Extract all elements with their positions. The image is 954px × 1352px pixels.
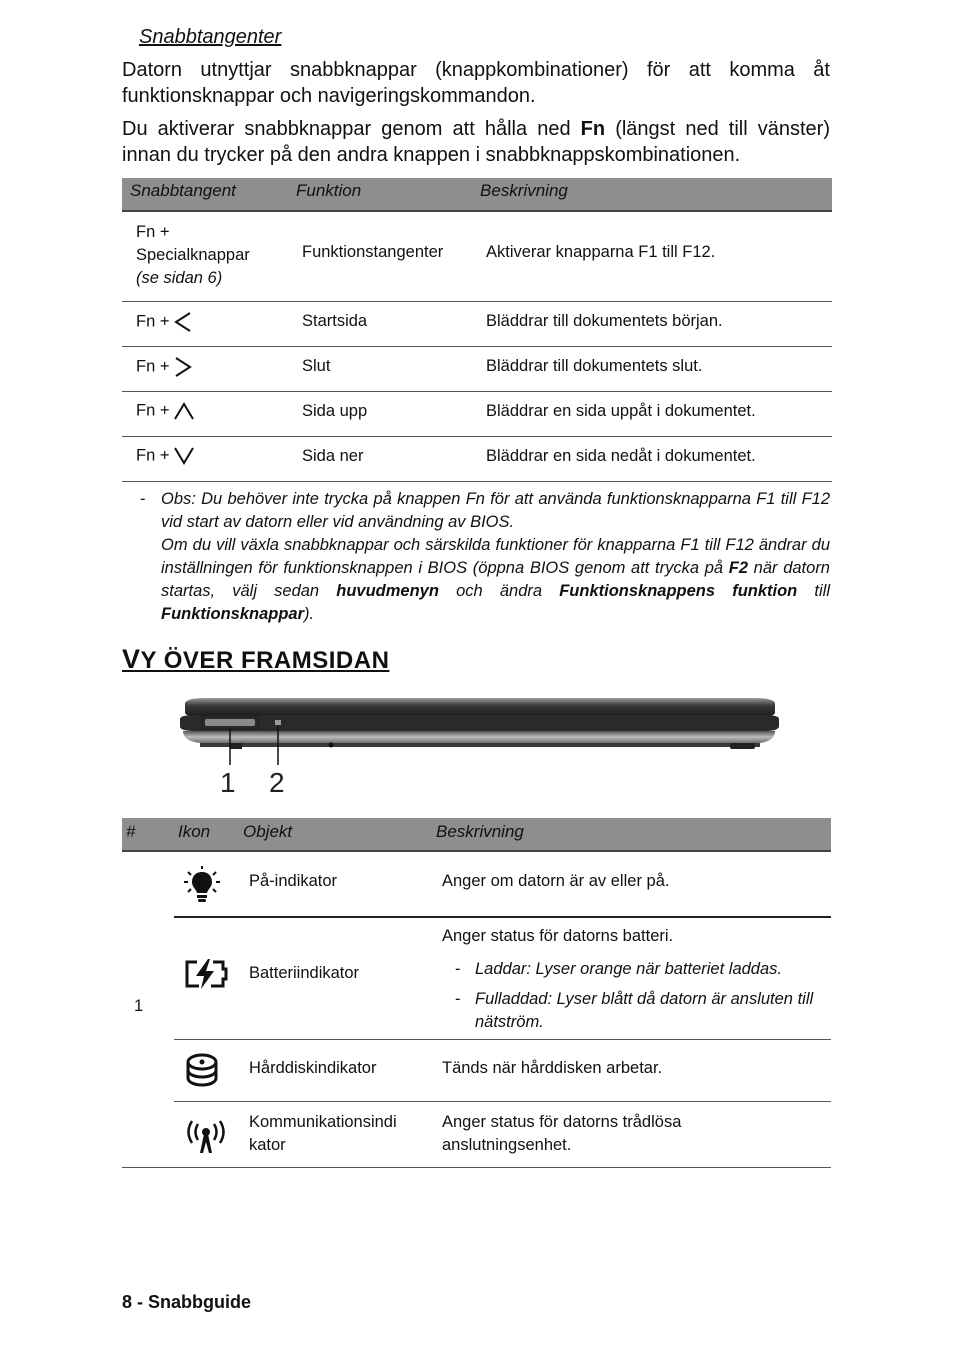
description-cell: Bläddrar till dokumentets slut. [486,357,703,375]
key-cell: Fn + [136,312,170,331]
table-row [174,918,831,1040]
key-cell: Fn + [136,446,170,465]
hard-disk-icon [184,1052,220,1088]
note-dash: - [140,490,146,508]
object-cell: Kommunikationsindi kator [249,1113,397,1154]
function-cell: Startsida [302,312,368,330]
object-cell: På-indikator [249,872,338,890]
subheading: Snabbtangenter [139,26,282,48]
description-cell: Bläddrar till dokumentets början. [486,312,723,330]
wireless-icon [184,1120,228,1154]
note-text-2: Om du vill växla snabbknappar och särskilda funktioner för knapparna F1 till F12 ändrar du inställningen för funktionsknappen i BIOS (öppna BIOS genom att trycka på F2 när datorn startas, välj sedan huvudmenyn och ändra Funktionsknappens funktion till Funktionsknappar). [161,536,830,623]
description-cell: Bläddrar en sida uppåt i dokumentet. [486,402,756,420]
table-row [122,212,832,302]
description-cell: Anger status för datorns batteri. [442,927,674,945]
function-cell: Sida ner [302,447,364,465]
table-row [122,347,832,392]
page-footer: 8 - Snabbguide [122,1292,252,1312]
fn-para-after: (längst ned till vänster) innan du trycker på den andra knappen i snabbknappskombinationen. [122,118,830,166]
down-chevron-icon [173,446,195,466]
key-cell-line: Specialknappar [136,246,250,264]
right-chevron-icon [173,356,193,378]
header-number: # [126,822,136,841]
front-view-table [122,818,831,1168]
key-cell: Fn + [136,357,170,376]
front-table-body [122,852,831,1168]
up-chevron-icon [173,401,195,421]
group-number: 1 [134,997,144,1015]
fn-key-bold: Fn [580,118,606,140]
description-cell: Tänds när hårddisken arbetar. [442,1059,663,1077]
description-cell: Anger status för datorns trådlösa anslutningsenhet. [442,1113,682,1154]
bullet-item: - Fulladdad: Lyser blått då datorn är ansluten till nätström. [455,990,814,1031]
table-row [174,1102,831,1167]
note-text-1: Obs: Du behöver inte trycka på knappen Fn för att använda funktionsknapparna F1 till F12 vid start av datorn eller vid användning av BIOS. [161,490,830,531]
battery-charging-icon [184,959,228,989]
header-object: Objekt [243,822,293,841]
object-cell: Hårddiskindikator [249,1059,377,1077]
intro-paragraph: Datorn utnyttjar snabbknappar (knappkombinationer) för att komma åt funktionsknappar och navigeringskommandon. [122,59,830,107]
table-row [174,852,831,918]
object-cell: Batteriindikator [249,964,360,982]
front-table-header [122,818,831,852]
key-cell: Fn + [136,401,170,420]
header-description: Beskrivning [480,181,568,200]
section-title: VY ÖVER FRAMSIDAN [122,644,390,674]
description-cell: Bläddrar en sida nedåt i dokumentet. [486,447,756,465]
bullet-item: - Laddar: Lyser orange när batteriet laddas. [455,960,782,978]
hotkey-table [122,178,832,482]
left-chevron-icon [173,311,193,333]
power-bulb-icon [184,866,220,906]
description-cell: Aktiverar knapparna F1 till F12. [486,243,716,261]
function-cell: Sida upp [302,402,368,420]
header-hotkey: Snabbtangent [130,181,236,200]
header-description: Beskrivning [436,822,524,841]
header-icon: Ikon [178,822,211,841]
hotkey-table-header [122,178,832,212]
laptop-front-illustration [175,695,785,805]
fn-para-before: Du aktiverar snabbknappar genom att hålla ned [122,118,581,140]
function-cell: Slut [302,357,331,375]
figure-label-2: 2 [269,767,285,798]
figure-label-1: 1 [220,767,236,798]
fn-paragraph [122,116,830,168]
header-function: Funktion [296,181,362,200]
table-row [122,437,832,482]
function-cell: Funktionstangenter [302,243,444,261]
key-cell-line: Fn + [136,223,170,241]
description-cell: Anger om datorn är av eller på. [442,872,670,890]
table-row [122,392,832,437]
table-row [122,302,832,347]
note [140,488,830,626]
table-row [174,1040,831,1102]
key-cell-ref: (se sidan 6) [136,269,223,287]
